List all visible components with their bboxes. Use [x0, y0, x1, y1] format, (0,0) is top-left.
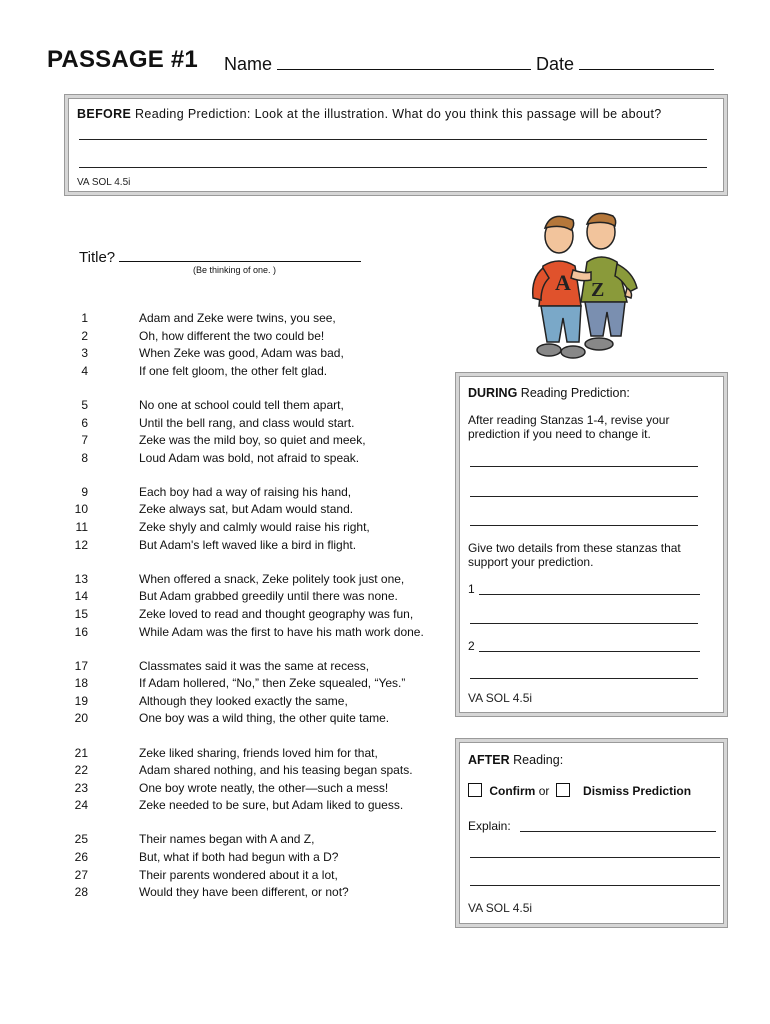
line-text: Loud Adam was bold, not afraid to speak. — [139, 450, 360, 465]
or-label: or — [538, 784, 550, 798]
during-details-prompt: Give two details from these stanzas that support your prediction. — [468, 541, 681, 569]
line-number: 1 — [81, 311, 88, 325]
title-blank[interactable] — [119, 247, 361, 262]
line-number: 19 — [74, 693, 88, 708]
line-number: 18 — [74, 676, 88, 691]
passage-title: PASSAGE #1 — [47, 46, 198, 73]
during-instruction: After reading Stanzas 1-4, revise your prediction if you need to change it. — [468, 413, 670, 441]
line-text: While Adam was the first to have his math work done. — [139, 624, 424, 639]
detail-2-line-2[interactable] — [470, 678, 698, 679]
detail-1-line[interactable] — [479, 594, 700, 595]
line-text: If one felt gloom, the other felt glad. — [139, 363, 328, 378]
line-text: Adam shared nothing, and his teasing began spats. — [139, 763, 413, 778]
line-text: Zeke always sat, but Adam would stand. — [139, 502, 354, 517]
explain-line-3[interactable] — [470, 885, 720, 886]
line-text: Classmates said it was the same at recess, — [139, 658, 370, 673]
after-sol: VA SOL 4.5i — [468, 901, 533, 915]
confirm-dismiss-row — [468, 783, 691, 798]
line-text: But Adam's left waved like a bird in flight. — [139, 537, 357, 552]
line-number: 25 — [74, 832, 88, 847]
during-sol: VA SOL 4.5i — [468, 691, 533, 705]
line-number: 28 — [74, 885, 88, 900]
line-number: 20 — [74, 711, 88, 726]
detail-2-number: 2 — [468, 639, 475, 653]
date-label: Date — [536, 54, 575, 74]
explain-line-1[interactable] — [520, 831, 716, 832]
line-number: 8 — [81, 450, 88, 465]
during-heading: DURING Reading Prediction: — [468, 386, 630, 400]
after-reading-box — [455, 738, 728, 928]
detail-2-line[interactable] — [479, 651, 700, 652]
line-number: 22 — [74, 763, 88, 778]
title-label: Title? — [79, 249, 116, 266]
line-text: Their names began with A and Z, — [139, 832, 315, 847]
line-number: 10 — [74, 502, 88, 517]
letter-a: A — [555, 270, 571, 295]
line-text: Adam and Zeke were twins, you see, — [139, 311, 336, 325]
dismiss-checkbox[interactable] — [556, 783, 570, 797]
line-text: Zeke shyly and calmly would raise his right, — [139, 520, 370, 534]
line-text: When Zeke was good, Adam was bad, — [139, 346, 344, 361]
before-sol: VA SOL 4.5i — [77, 177, 131, 188]
line-text: If Adam hollered, “No,” then Zeke squealed, “Yes.” — [139, 676, 406, 691]
line-number: 23 — [74, 780, 88, 795]
line-number: 15 — [74, 606, 88, 621]
date-field[interactable] — [536, 53, 714, 75]
before-prompt: BEFORE Reading Prediction: Look at the illustration. What do you think this passage will be about? — [77, 107, 662, 121]
line-number: 24 — [74, 798, 88, 813]
line-number: 3 — [81, 346, 88, 361]
line-number: 7 — [81, 433, 88, 448]
name-blank[interactable] — [277, 53, 531, 70]
line-text: Would they have been different, or not? — [139, 885, 349, 900]
line-number: 5 — [81, 397, 88, 412]
line-number: 13 — [74, 571, 88, 586]
line-number: 6 — [81, 415, 88, 430]
line-text: But Adam grabbed greedily until there was none. — [139, 589, 398, 604]
line-number: 12 — [74, 537, 88, 552]
twins-illustration — [525, 206, 645, 362]
date-blank[interactable] — [579, 53, 714, 70]
after-heading: AFTER Reading: — [468, 753, 564, 767]
line-text: Oh, how different the two could be! — [139, 328, 325, 343]
before-answer-line-2[interactable] — [79, 167, 707, 168]
line-text: When offered a snack, Zeke politely took just one, — [139, 571, 405, 586]
line-text: Zeke liked sharing, friends loved him for that, — [139, 745, 378, 760]
during-line-1[interactable] — [470, 466, 698, 467]
during-line-3[interactable] — [470, 525, 698, 526]
line-text: Until the bell rang, and class would start. — [139, 415, 355, 430]
confirm-label: Confirm — [489, 784, 536, 798]
name-label: Name — [224, 54, 273, 74]
confirm-checkbox[interactable] — [468, 783, 482, 797]
during-line-2[interactable] — [470, 496, 698, 497]
name-field[interactable] — [224, 53, 531, 75]
before-answer-line-1[interactable] — [79, 139, 707, 140]
line-number: 16 — [74, 624, 88, 639]
explain-label: Explain: — [468, 819, 511, 833]
line-text: Their parents wondered about it a lot, — [139, 867, 338, 882]
line-number: 9 — [81, 484, 88, 499]
line-number: 11 — [75, 520, 88, 534]
line-text: One boy wrote neatly, the other—such a mess! — [139, 780, 389, 795]
dismiss-label: Dismiss Prediction — [583, 784, 692, 798]
title-hint: (Be thinking of one. ) — [193, 265, 277, 275]
line-number: 21 — [74, 745, 88, 760]
line-number: 26 — [74, 850, 88, 864]
letter-z: Z — [591, 279, 605, 301]
line-text: No one at school could tell them apart, — [139, 397, 344, 412]
line-text: Zeke loved to read and thought geography was fun, — [139, 606, 414, 621]
during-reading-box — [455, 372, 728, 717]
line-text: But, what if both had begun with a D? — [139, 850, 339, 864]
before-reading-box — [64, 94, 728, 196]
explain-line-2[interactable] — [470, 857, 720, 858]
detail-1-number: 1 — [468, 582, 475, 596]
line-number: 17 — [74, 658, 88, 673]
line-number: 14 — [74, 589, 88, 604]
line-text: Although they looked exactly the same, — [139, 693, 348, 708]
line-number: 27 — [74, 867, 88, 882]
line-text: Each boy had a way of raising his hand, — [139, 484, 352, 499]
line-text: Zeke was the mild boy, so quiet and meek, — [139, 433, 366, 448]
detail-1-line-2[interactable] — [470, 623, 698, 624]
title-question[interactable] — [79, 247, 361, 266]
line-number: 4 — [81, 363, 88, 378]
line-text: One boy was a wild thing, the other quite tame. — [139, 711, 390, 726]
line-text: Zeke needed to be sure, but Adam liked to guess. — [139, 798, 404, 813]
line-number: 2 — [81, 328, 88, 343]
